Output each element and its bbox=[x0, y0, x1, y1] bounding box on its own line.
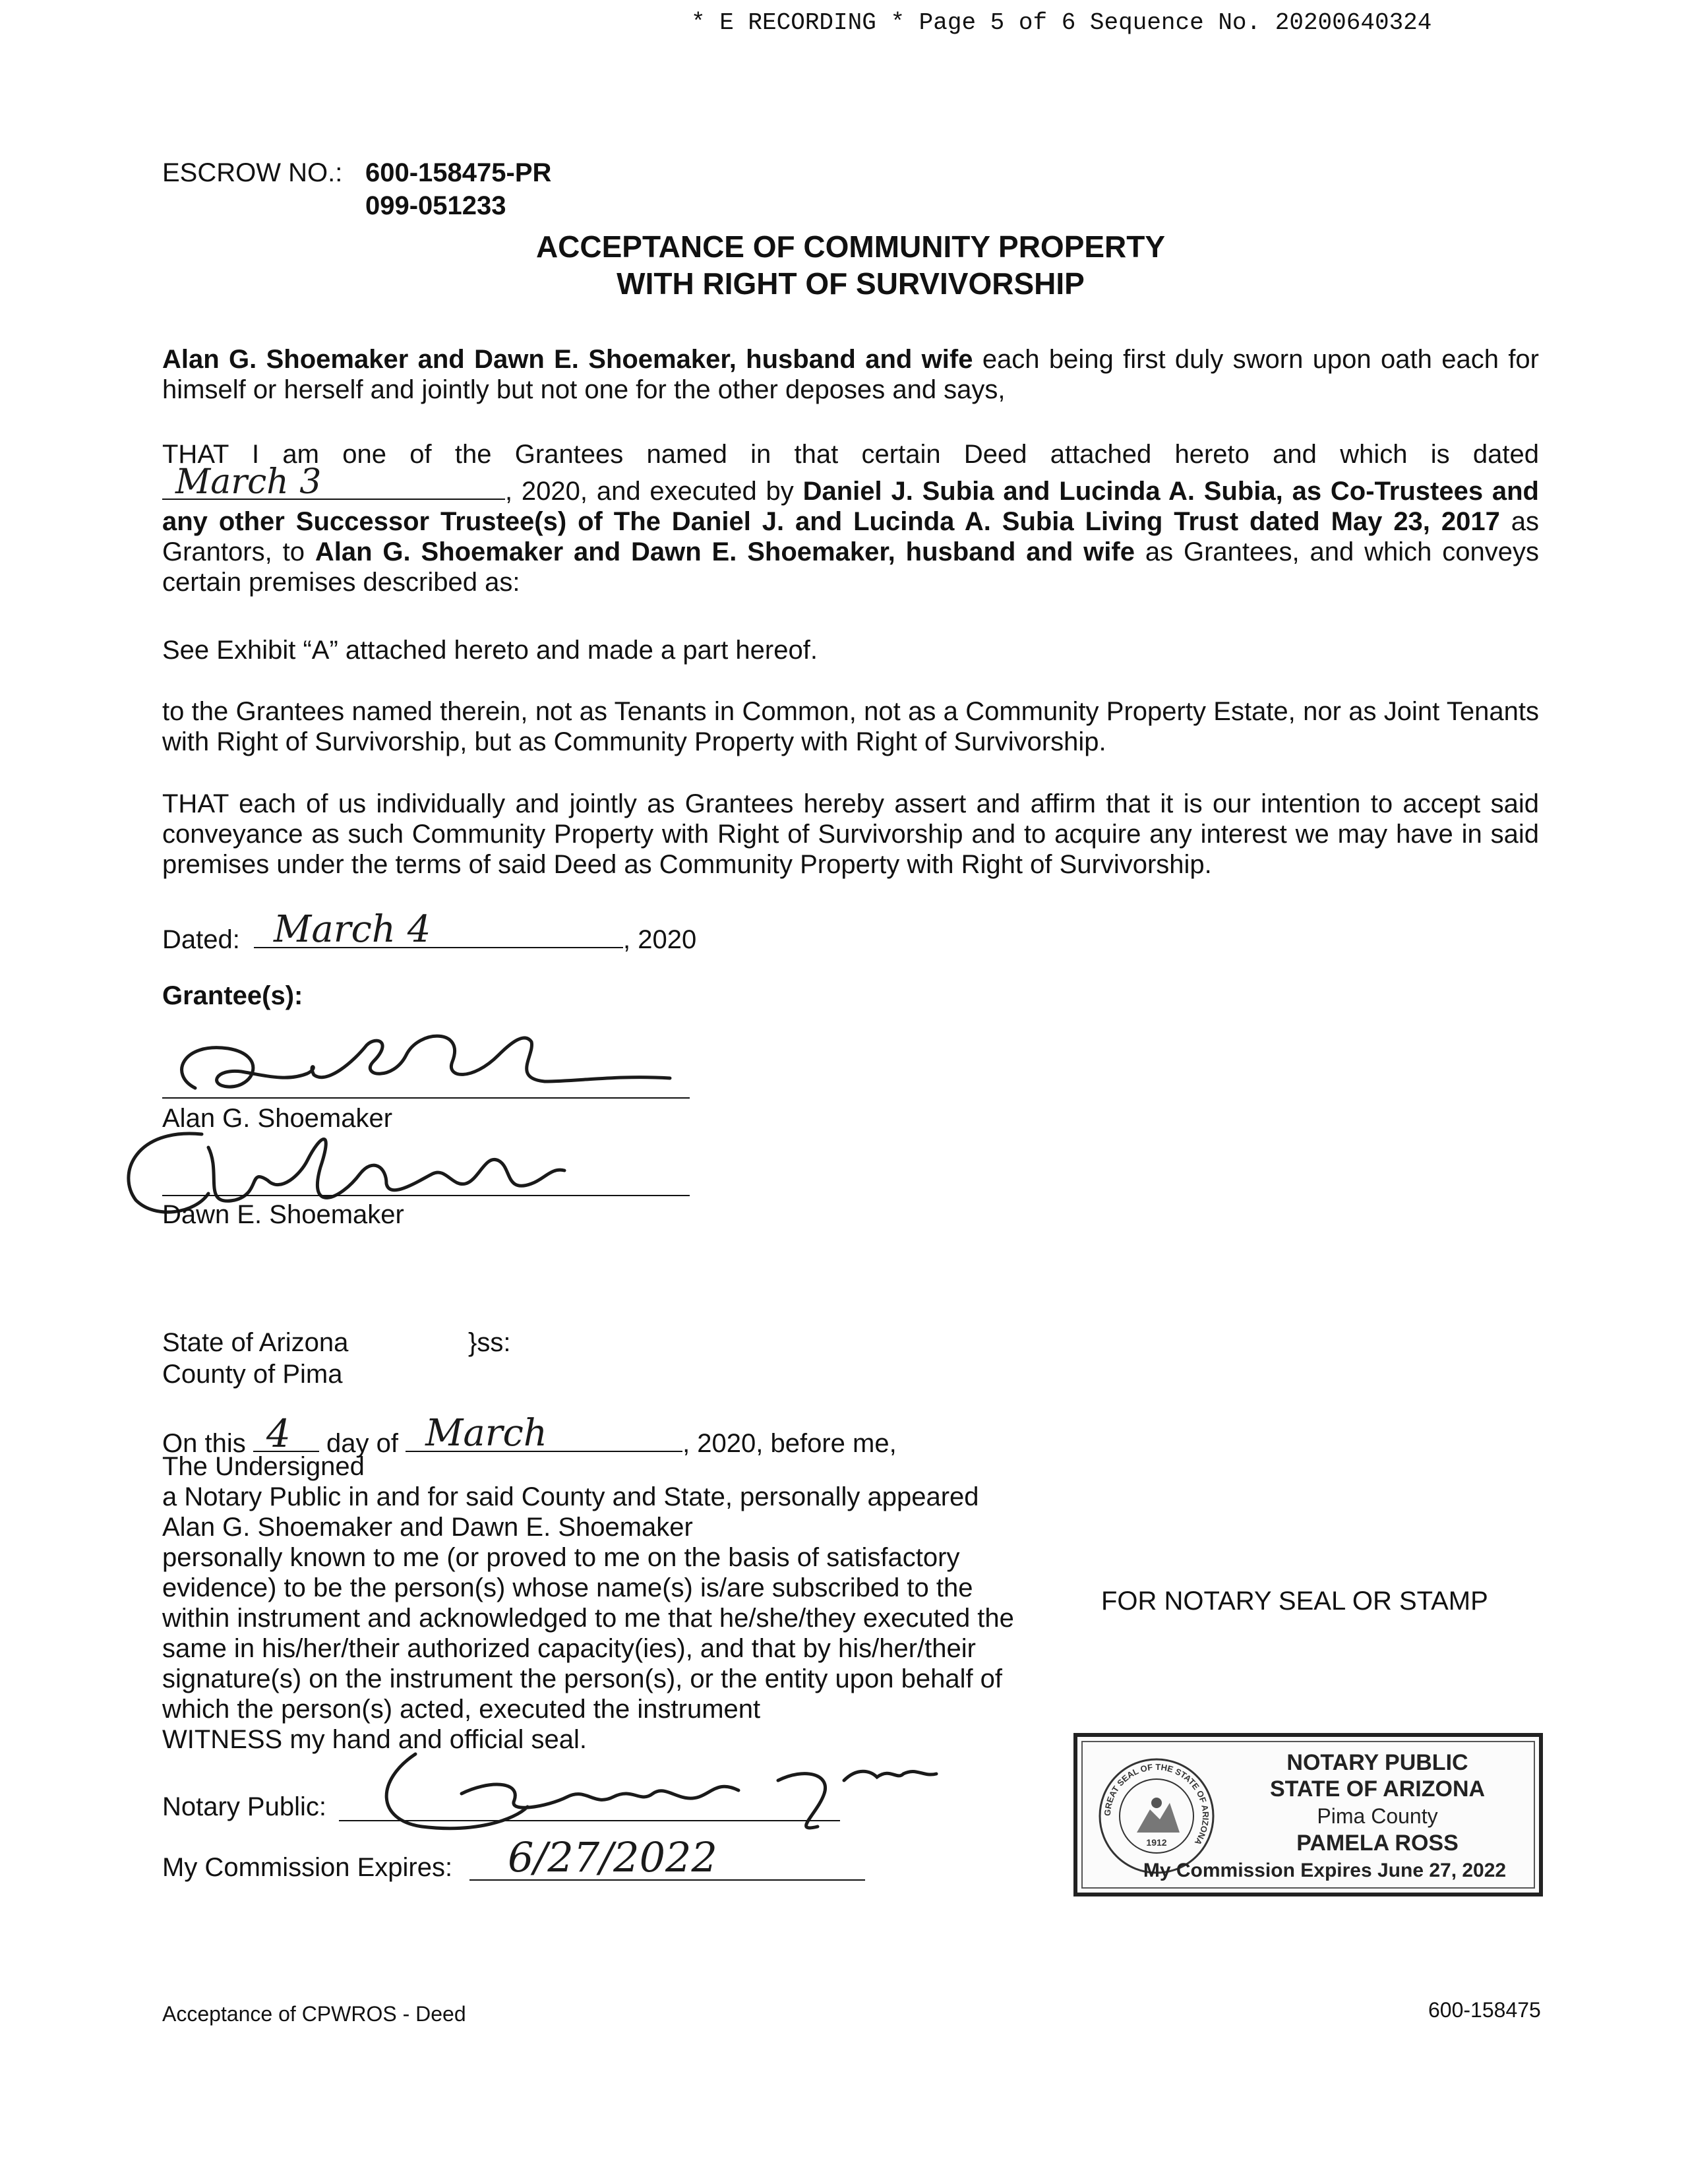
intro-paragraph bbox=[162, 344, 1539, 405]
alan-signature-line bbox=[162, 1097, 690, 1099]
seal-area-label: FOR NOTARY SEAL OR STAMP bbox=[1101, 1587, 1488, 1616]
ack-on-this: On this bbox=[162, 1429, 246, 1458]
ack-line-8: which the person(s) acted, executed the instrument bbox=[162, 1695, 761, 1724]
ack-line-2: Alan G. Shoemaker and Dawn E. Shoemaker bbox=[162, 1513, 693, 1542]
ack-line-1: a Notary Public in and for said County and State, personally appeared bbox=[162, 1482, 979, 1511]
venue-state: State of Arizona bbox=[162, 1328, 349, 1357]
ack-day-handwritten: 4 bbox=[266, 1411, 291, 1456]
intro-parties: Alan G. Shoemaker and Dawn E. Shoemaker, husband and wife bbox=[162, 345, 973, 374]
commission-label: My Commission Expires: bbox=[162, 1853, 453, 1882]
document-title bbox=[389, 228, 1312, 302]
escrow-number-2: 099-051233 bbox=[365, 191, 506, 220]
footer-right: 600-158475 bbox=[1428, 1998, 1541, 2022]
venue-county: County of Pima bbox=[162, 1360, 343, 1389]
title-line-2: WITH RIGHT OF SURVIVORSHIP bbox=[617, 266, 1085, 301]
escrow-number-1: 600-158475-PR bbox=[365, 158, 552, 187]
stamp-line-4: PAMELA ROSS bbox=[1296, 1831, 1459, 1856]
venue-ss: }ss: bbox=[468, 1328, 511, 1357]
dawn-signature-line bbox=[162, 1195, 690, 1196]
notary-label: Notary Public: bbox=[162, 1792, 326, 1821]
intro-text: each being first duly sworn upon oath each for himself or herself and jointly but not one for the other deposes and says, bbox=[162, 345, 1539, 404]
ack-month-handwritten: March bbox=[425, 1412, 547, 1455]
ack-undersigned: The Undersigned bbox=[162, 1452, 365, 1481]
dated-handwritten: March 4 bbox=[273, 908, 431, 951]
alan-name: Alan G. Shoemaker bbox=[162, 1104, 393, 1133]
footer-left: Acceptance of CPWROS - Deed bbox=[162, 2002, 466, 2026]
stamp-line-1: NOTARY PUBLIC bbox=[1286, 1750, 1468, 1775]
recording-header: * E RECORDING * Page 5 of 6 Sequence No. 20200640324 bbox=[691, 9, 1432, 36]
notary-stamp bbox=[1073, 1733, 1543, 1896]
stamp-line-2: STATE OF ARIZONA bbox=[1269, 1776, 1486, 1802]
ack-line-3: personally known to me (or proved to me on the basis of satisfactory bbox=[162, 1543, 960, 1572]
grantees-heading: Grantee(s): bbox=[162, 981, 303, 1010]
as-grantors-to: as Grantors, to bbox=[162, 507, 1539, 566]
deed-date-blank bbox=[162, 462, 505, 502]
commission-handwritten: 6/27/2022 bbox=[508, 1833, 717, 1881]
deed-date-handwritten: March 3 bbox=[175, 462, 322, 502]
dated-blank bbox=[254, 908, 623, 951]
dated-line bbox=[162, 908, 697, 956]
seal-year: 1912 bbox=[1146, 1837, 1167, 1848]
title-line-1: ACCEPTANCE OF COMMUNITY PROPERTY bbox=[535, 229, 1166, 264]
dated-label: Dated: bbox=[162, 925, 240, 954]
dawn-name: Dawn E. Shoemaker bbox=[162, 1200, 404, 1229]
ack-day-of: day of bbox=[326, 1429, 398, 1458]
ack-line-9: WITNESS my hand and official seal. bbox=[162, 1725, 587, 1754]
ack-year-before-me: , 2020, before me, bbox=[682, 1429, 897, 1458]
that-opening: THAT I am one of the Grantees named in that certain Deed attached hereto and which is dated bbox=[162, 440, 1539, 469]
stamp-line-5: My Commission Expires June 27, 2022 bbox=[1143, 1860, 1507, 1881]
ack-line-4: evidence) to be the person(s) whose name(s) is/are subscribed to the bbox=[162, 1573, 973, 1602]
seal-ring-text: GREAT SEAL OF THE STATE OF ARIZONA bbox=[1102, 1761, 1211, 1847]
ack-day-blank bbox=[253, 1411, 319, 1456]
ack-line-5: within instrument and acknowledged to me that he/she/they executed the bbox=[162, 1604, 1014, 1633]
ack-line-6: same in his/her/their authorized capacity(ies), and that by his/her/their bbox=[162, 1634, 976, 1663]
that-paragraph bbox=[162, 439, 1539, 597]
escrow-label: ESCROW NO.: bbox=[162, 158, 343, 187]
grantors-names: Daniel J. Subia and Lucinda A. Subia, as Co-Trustees and any other Successor Trustee(s) of The Daniel J. and Lucinda A. Subia Living Trust dated May 23, 2017 bbox=[162, 477, 1539, 536]
affirm-paragraph: THAT each of us individually and jointly as Grantees hereby assert and affirm that it is our intention to accept said conveyance as such Community Property with Right of Survivorship and to acquire any interest we may have in said premises under the terms of said Deed as Community Property with Right of Survivorship. bbox=[162, 789, 1539, 879]
tenancy-paragraph: to the Grantees named therein, not as Tenants in Common, not as a Community Property Estate, nor as Joint Tenants with Right of Survivorship, but as Community Property with Right of Survivorship. bbox=[162, 697, 1539, 756]
state-seal-icon bbox=[1097, 1757, 1216, 1875]
dated-year: , 2020 bbox=[622, 925, 697, 954]
ack-month-blank bbox=[406, 1412, 682, 1455]
that-year-text: , 2020, and executed by bbox=[505, 477, 794, 506]
stamp-line-3: Pima County bbox=[1317, 1804, 1438, 1828]
grantees-names: Alan G. Shoemaker and Dawn E. Shoemaker, husband and wife bbox=[315, 537, 1135, 566]
as-grantees: as Grantees, and which conveys certain premises described as: bbox=[162, 537, 1539, 597]
exhibit-line: See Exhibit “A” attached hereto and made a part hereof. bbox=[162, 636, 818, 665]
ack-line-7: signature(s) on the instrument the person(s), or the entity upon behalf of bbox=[162, 1664, 1003, 1693]
alan-signature bbox=[156, 1016, 709, 1108]
